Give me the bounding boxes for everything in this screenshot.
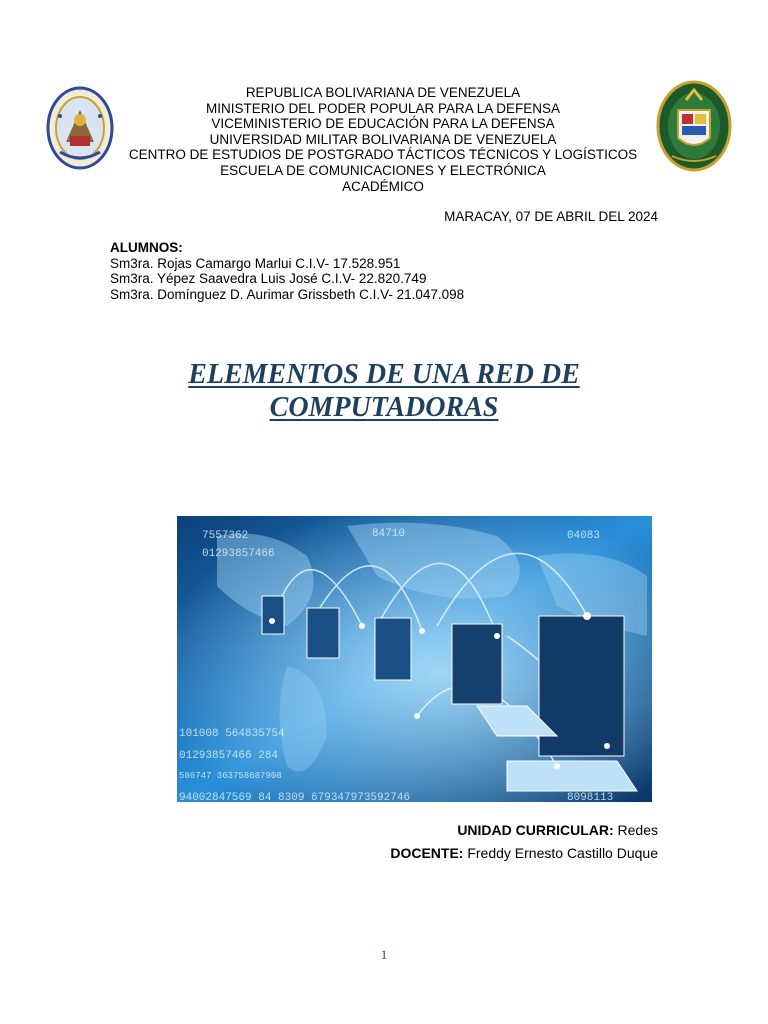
- students-block: [110, 240, 464, 302]
- curricular-unit-label: UNIDAD CURRICULAR:: [457, 822, 614, 838]
- image-number: 01293857466: [202, 548, 275, 560]
- title-line: ELEMENTOS DE UNA RED DE: [188, 359, 580, 390]
- teacher-value: Freddy Ernesto Castillo Duque: [463, 845, 658, 861]
- header-line: REPUBLICA BOLIVARIANA DE VENEZUELA: [245, 85, 521, 100]
- teacher-label: DOCENTE:: [390, 845, 464, 861]
- curricular-unit-line: [457, 822, 658, 838]
- header-line: VICEMINISTERIO DE EDUCACIÓN PARA LA DEFENSA: [211, 116, 555, 132]
- student-name: Sm3ra. Rojas Camargo Marlui C.I.V- 17.528.951: [110, 255, 401, 271]
- date-line: MARACAY, 07 DE ABRIL DEL 2024: [444, 209, 658, 224]
- communications-school-emblem-icon: [656, 80, 732, 172]
- header-line: MINISTERIO DEL PODER POPULAR PARA LA DEFENSA: [205, 100, 561, 116]
- title-line: COMPUTADORAS: [269, 392, 499, 423]
- student-name: Sm3ra. Domínguez D. Aurimar Grissbeth C.I.V- 21.047.098: [110, 286, 465, 302]
- header-line: ACADÉMICO: [342, 178, 424, 194]
- image-number: 04083: [567, 530, 601, 542]
- network-illustration: [177, 516, 652, 802]
- header-line: ESCUELA DE COMUNICACIONES Y ELECTRÓNICA: [220, 162, 546, 178]
- image-number: 8098113: [567, 792, 614, 802]
- student-name: Sm3ra. Yépez Saavedra Luis José C.I.V- 22.820.749: [110, 271, 427, 286]
- image-number: 84710: [372, 528, 406, 540]
- image-number: 7557362: [202, 530, 249, 542]
- image-number: 586747 363758687908: [179, 771, 282, 781]
- image-number: 01293857466 284: [179, 750, 279, 762]
- institution-header: [100, 85, 666, 194]
- students-heading: ALUMNOS:: [110, 240, 183, 255]
- curricular-unit-value: Redes: [613, 822, 658, 838]
- image-number: 101008 564835754: [179, 728, 285, 740]
- page-number: 1: [380, 947, 388, 962]
- teacher-line: [390, 845, 658, 861]
- document-title: [0, 358, 768, 424]
- header-line: CENTRO DE ESTUDIOS DE POSTGRADO TÁCTICOS TÉCNICOS Y LOGÍSTICOS: [128, 147, 638, 163]
- header-line: UNIVERSIDAD MILITAR BOLIVARIANA DE VENEZUELA: [209, 131, 557, 147]
- image-number: 94002847569 84 8309 679347973592746: [179, 792, 411, 802]
